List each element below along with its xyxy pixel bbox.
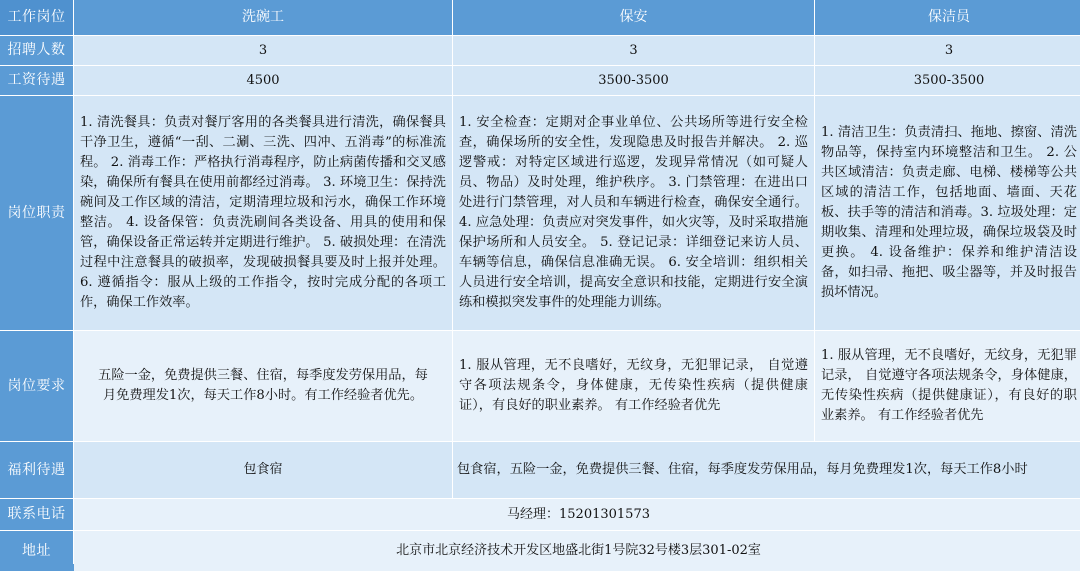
salary-cleaner: 3500-3500 <box>815 66 1080 95</box>
duties-security: 1. 安全检查：定期对企事业单位、公共场所等进行安全检查，确保场所的安全性，发现隐患及时报告并解决。 2. 巡逻警戒：对特定区域进行巡逻，发现异常情况（如可疑人员、物品）及时处理，维护秩序。 3. 门禁管理：在进出口处进行门禁管理，对人员和车辆进行检查，确保安全通行。 4. 应急处理：负责应对突发事件，如火灾等，及时采取措施保护场所和人员安全。 5. 登记记录：详细登记来访人员、车辆等信息，确保信息准确无误。 6. 安全培训：组织相关人员进行安全培训，提高安全意识和技能，定期进行安全演练和模拟突发事件的处理能力训练。 <box>453 96 814 330</box>
job-title-dishwasher: 洗碗工 <box>74 0 452 35</box>
benefits-dishwasher: 包食宿 <box>74 442 452 498</box>
header-benefits: 福利待遇 <box>0 442 73 498</box>
contact-address: 北京市北京经济技术开发区地盛北街1号院32号楼3层301-02室 <box>74 531 1080 571</box>
headcount-cleaner: 3 <box>815 36 1080 65</box>
requirements-dishwasher: 五险一金，免费提供三餐、住宿，每季度发劳保用品，每月免费理发1次，每天工作8小时。有工作经验者优先。 <box>74 331 452 441</box>
header-phone: 联系电话 <box>0 499 73 530</box>
header-duties: 岗位职责 <box>0 96 73 330</box>
job-title-security: 保安 <box>453 0 814 35</box>
job-title-cleaner: 保洁员 <box>815 0 1080 35</box>
duties-dishwasher: 1. 清洗餐具：负责对餐厅客用的各类餐具进行清洗，确保餐具干净卫生，遵循“一刮、二涮、三洗、四冲、五消毒”的标准流程。 2. 消毒工作：严格执行消毒程序，防止病菌传播和交叉感染，确保所有餐具在使用前都经过消毒。 3. 环境卫生：保持洗碗间及工作区域的清洁，定期清理垃圾和污水，确保工作环境整洁。 4. 设备保管：负责洗刷间各类设备、用具的使用和保管，确保设备正常运转并定期进行维护。 5. 破损处理：在清洗过程中注意餐具的破损率，发现破损餐具要及时上报并处理。 6. 遵循指令：服从上级的工作指令，按时完成分配的各项工作，确保工作效率。 <box>74 96 452 330</box>
header-position: 工作岗位 <box>0 0 73 35</box>
headcount-security: 3 <box>453 36 814 65</box>
requirements-security: 1. 服从管理，无不良嗜好，无纹身，无犯罪记录， 自觉遵守各项法规条令，身体健康，无传染性疾病（提供健康证），有良好的职业素养。 有工作经验者优先 <box>453 331 814 441</box>
contact-phone: 马经理：15201301573 <box>74 499 1080 530</box>
header-requirements: 岗位要求 <box>0 331 73 441</box>
headcount-dishwasher: 3 <box>74 36 452 65</box>
requirements-cleaner: 1. 服从管理，无不良嗜好，无纹身，无犯罪记录， 自觉遵守各项法规条令，身体健康，无传染性疾病（提供健康证），有良好的职业素养。 有工作经验者优先 <box>815 331 1080 441</box>
header-headcount: 招聘人数 <box>0 36 73 65</box>
salary-dishwasher: 4500 <box>74 66 452 95</box>
salary-security: 3500-3500 <box>453 66 814 95</box>
header-address: 地址 <box>0 531 73 571</box>
header-salary: 工资待遇 <box>0 66 73 95</box>
duties-cleaner: 1. 清洁卫生：负责清扫、拖地、擦窗、清洗物品等，保持室内环境整洁和卫生。 2. 公共区域清洁：负责走廊、电梯、楼梯等公共区域的清洁工作，包括地面、墙面、天花板、扶手等的清洁和消毒。3. 垃圾处理：定期收集、清理和处理垃圾，确保垃圾袋及时更换。 4. 设备维护：保养和维护清洁设备，如扫帚、拖把、吸尘器等，并及时报告损坏情况。 <box>815 96 1080 330</box>
benefits-security-cleaner: 包食宿，五险一金，免费提供三餐、住宿，每季度发劳保用品，每月免费理发1次，每天工作8小时 <box>453 442 1080 498</box>
